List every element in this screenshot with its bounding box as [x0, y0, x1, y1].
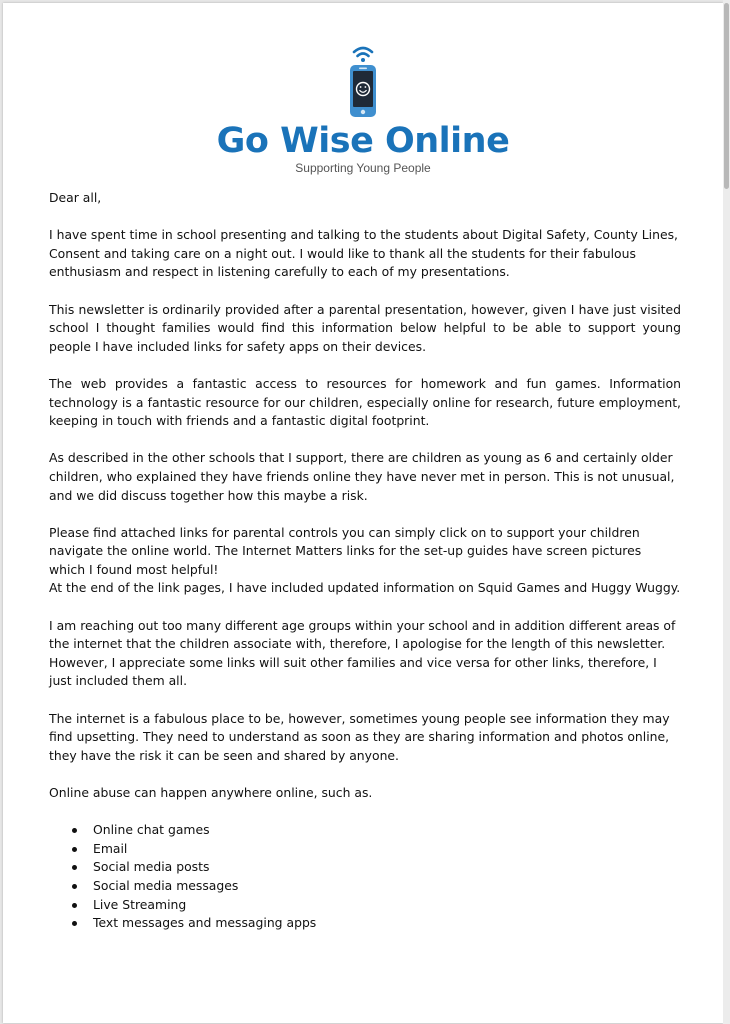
scrollbar[interactable]: [723, 0, 730, 1024]
paragraph-thanks: I have spent time in school presenting and talking to the students about Digital Safety, County Lines, Consent and taking care on a night out. I would like to thank all the students for their fabulous enthusiasm and respect in listening carefully to each of my presentations.: [49, 227, 678, 280]
online-abuse-list: [49, 821, 681, 933]
logo-title: Go Wise Online: [216, 121, 510, 161]
document-page: [3, 3, 723, 1023]
paragraph-newsletter: This newsletter is ordinarily provided after a parental presentation, however, given I have just visited school I thought families would find this information below helpful to be able to support young people I have included links for safety apps on their devices.: [49, 301, 681, 354]
list-item: Social media posts: [93, 858, 681, 877]
list-item: Text messages and messaging apps: [93, 914, 681, 933]
list-item: Online chat games: [93, 821, 681, 840]
list-item: Social media messages: [93, 877, 681, 896]
smartphone-wifi-smiley-icon: [343, 43, 383, 119]
logo-subtitle: Supporting Young People: [295, 161, 431, 175]
paragraph-online-friends: As described in the other schools that I support, there are children as young as 6 and certainly older children, who explained they have friends online they have never met in person. This is not unusual, and we did discuss together how this maybe a risk.: [49, 450, 675, 503]
paragraph-online-abuse: Online abuse can happen anywhere online, such as.: [49, 785, 373, 800]
paragraph-internet-upsetting: The internet is a fabulous place to be, however, sometimes young people see information they may find upsetting. They need to understand as soon as they are sharing information and photos online, they have the risk it can be seen and shared by anyone.: [49, 710, 670, 763]
paragraph-parental-controls: Please find attached links for parental controls you can simply click on to support your children navigate the online world. The Internet Matters links for the set-up guides have screen pictures which I found most helpful!: [49, 524, 642, 577]
greeting: Dear all,: [49, 190, 102, 205]
letter-body: [49, 189, 681, 933]
scrollbar-thumb[interactable]: [724, 3, 729, 189]
paragraph-squid-games: At the end of the link pages, I have included updated information on Squid Games and Huggy Wuggy.: [49, 580, 681, 596]
paragraph-web-resources: The web provides a fantastic access to resources for homework and fun games. Information technology is a fantastic resource for our children, especially online for research, future employment, keeping in touch with friends and a fantastic digital footprint.: [49, 375, 681, 429]
list-item: Live Streaming: [93, 896, 681, 915]
logo: [3, 43, 723, 175]
paragraph-age-groups: I am reaching out too many different age groups within your school and in addition different areas of the internet that the children associate with, therefore, I apologise for the length of this newsletter. However, I appreciate some links will suit other families and vice versa for other links, therefore, I just included them all.: [49, 617, 676, 689]
list-item: Email: [93, 840, 681, 859]
